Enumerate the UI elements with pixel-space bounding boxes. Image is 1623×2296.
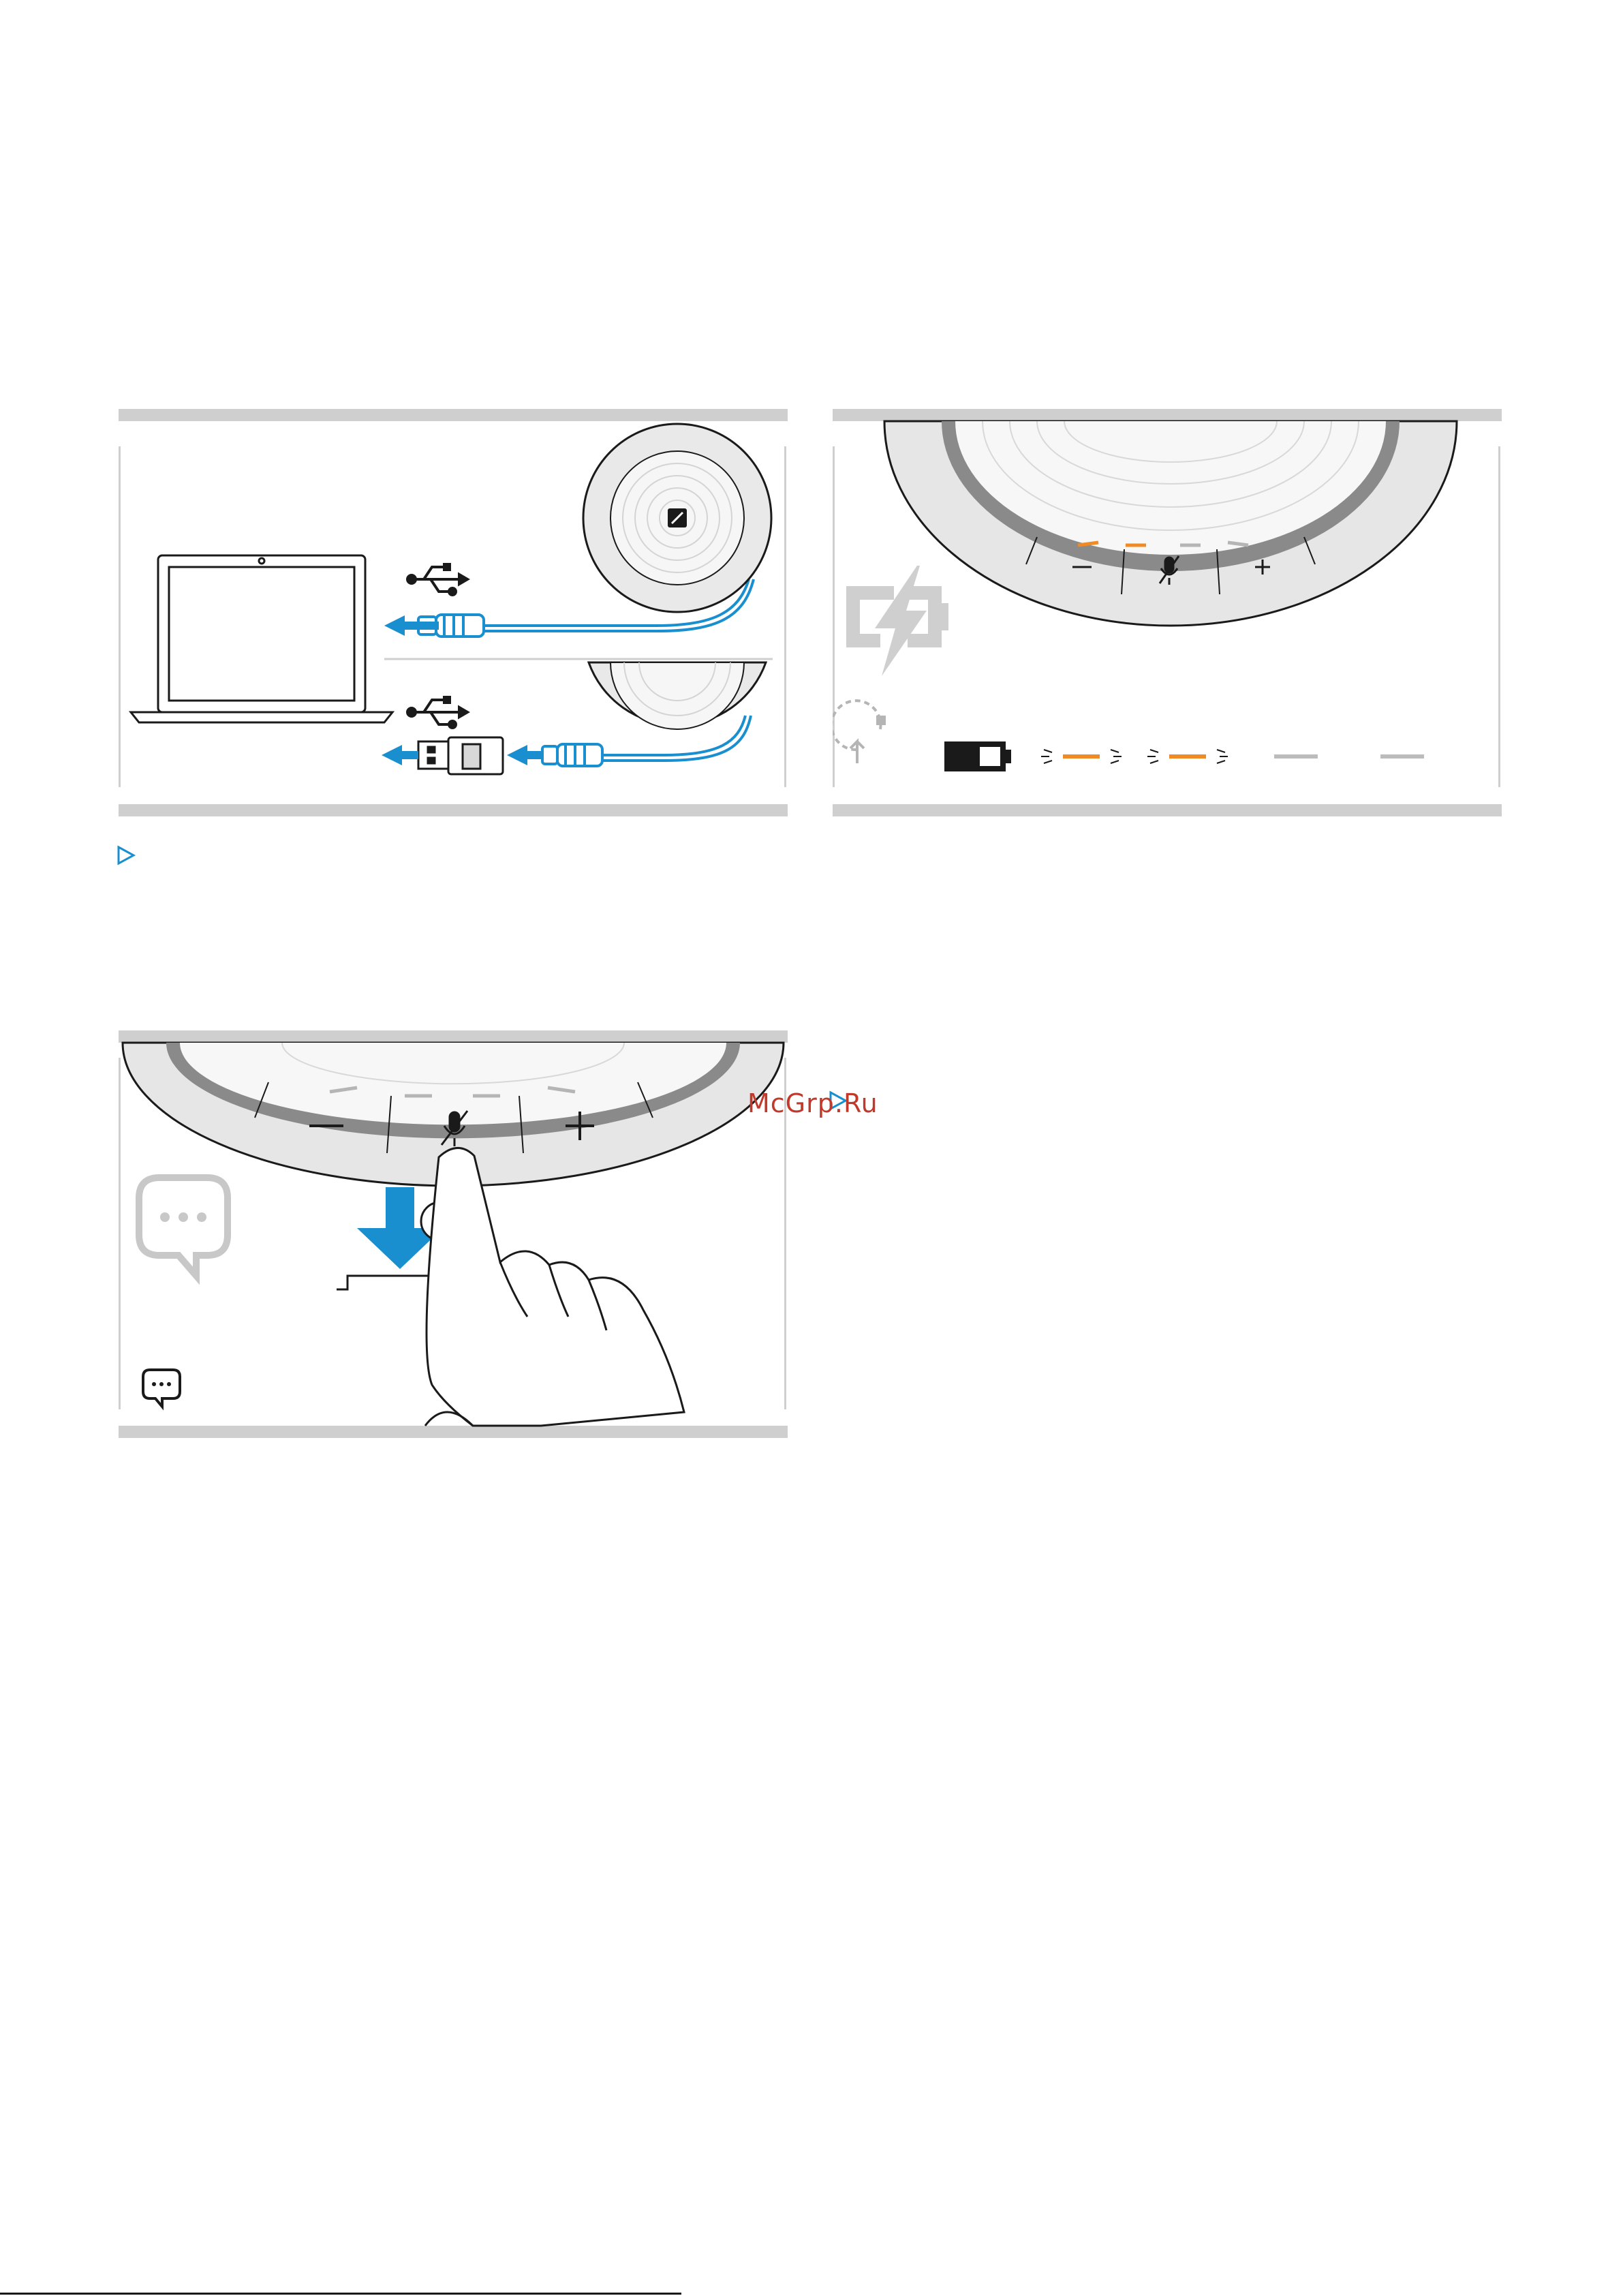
connect-arrow-top [384,615,439,636]
speech-bubble-dots [152,1382,171,1386]
watermark-text: McGrp.Ru [747,1088,878,1118]
speech-bubble-icon [139,1178,228,1276]
usb-dongle-icon [418,737,503,774]
charging-status-figure [833,409,1502,822]
press-and-hold-figure [119,1030,788,1443]
usb-connection-figure [119,409,788,822]
speech-bubble-dots [160,1212,206,1222]
speakerphone-icon [884,421,1457,626]
laptop-icon [131,555,392,722]
cable-icon [542,716,751,766]
footer-rule [0,2293,681,2295]
timer-icon [833,701,884,763]
battery-low-icon [944,741,1011,771]
speakerphone-icon [583,424,771,612]
charging-battery-icon [846,566,948,676]
triangle-right-icon [116,845,136,866]
finger-icon [425,1148,684,1426]
usb-icon [407,564,467,595]
speech-bubble-icon [143,1370,180,1407]
usb-icon [407,697,467,728]
speakerphone-icon [589,662,766,729]
